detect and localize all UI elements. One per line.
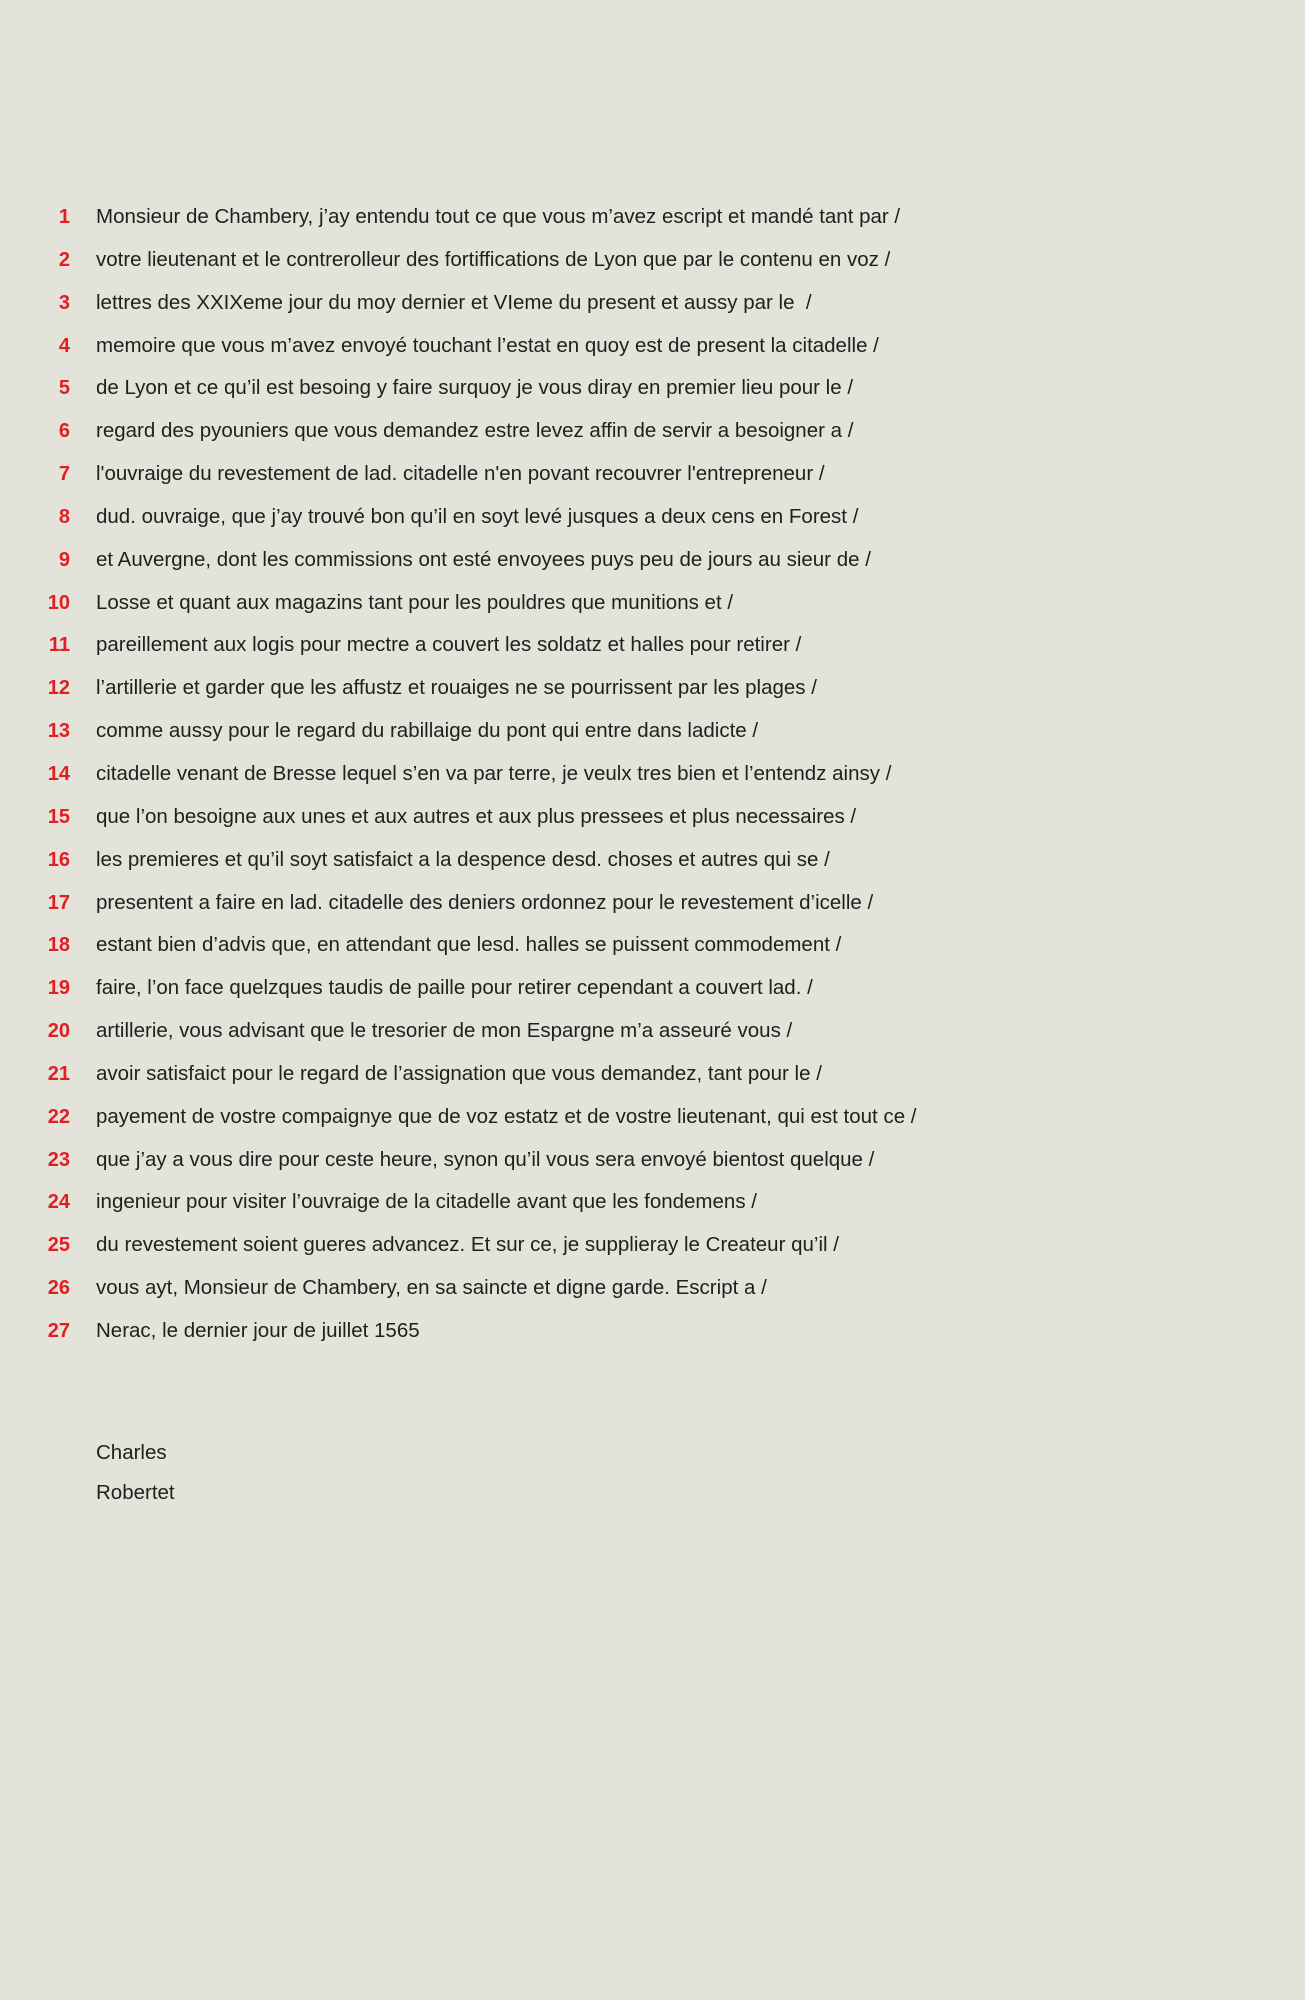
line-number: 23 xyxy=(47,1148,70,1171)
line-number: 14 xyxy=(47,762,70,785)
transcription-line xyxy=(0,967,917,1010)
line-text: vous ayt, Monsieur de Chambery, en sa saincte et digne garde. Escript a / xyxy=(96,1276,767,1300)
transcription-line xyxy=(0,624,917,667)
line-text: Monsieur de Chambery, j’ay entendu tout ce que vous m’avez escript et mandé tant par / xyxy=(96,205,901,228)
line-text: l’artillerie et garder que les affustz et rouaiges ne se pourrissent par les plages / xyxy=(96,676,817,700)
line-number: 3 xyxy=(58,291,70,314)
signature-block xyxy=(96,1433,917,1513)
line-number: 4 xyxy=(58,334,70,357)
line-number: 20 xyxy=(47,1020,70,1043)
transcription-line xyxy=(0,839,917,882)
signature-name: Charles xyxy=(96,1440,167,1464)
line-text: votre lieutenant et le contrerolleur des fortiffications de Lyon que par le contenu en voz / xyxy=(96,247,891,271)
transcription-line xyxy=(0,753,917,796)
transcription-line xyxy=(0,882,917,925)
line-text: regard des pyouniers que vous demandez estre levez affin de servir a besoigner a / xyxy=(96,419,854,443)
line-number: 11 xyxy=(48,634,70,657)
line-number: 15 xyxy=(47,805,70,828)
line-number: 12 xyxy=(47,677,70,700)
line-text: avoir satisfaict pour le regard de l’assignation que vous demandez, tant pour le / xyxy=(96,1061,822,1085)
line-text: comme aussy pour le regard du rabillaige du pont qui entre dans ladicte / xyxy=(96,719,759,743)
line-number: 18 xyxy=(47,934,70,957)
line-text: et Auvergne, dont les commissions ont esté envoyees puys peu de jours au sieur de / xyxy=(96,547,871,571)
line-number: 19 xyxy=(47,977,70,1000)
signature-secretary: Robertet xyxy=(96,1480,175,1504)
line-number: 26 xyxy=(47,1277,70,1300)
line-text: citadelle venant de Bresse lequel s’en va par terre, je veulx tres bien et l’entendz ainsy / xyxy=(96,761,892,785)
line-text: que l’on besoigne aux unes et aux autres et aux plus pressees et plus necessaires / xyxy=(96,804,857,828)
line-number: 10 xyxy=(47,591,70,614)
transcription-line xyxy=(0,1224,917,1267)
line-number: 9 xyxy=(58,548,70,571)
line-number: 6 xyxy=(58,420,70,443)
line-text: du revestement soient gueres advancez. Et sur ce, je supplieray le Createur qu’il / xyxy=(96,1233,839,1257)
line-text: l'ouvraige du revestement de lad. citadelle n'en povant recouvrer l'entrepreneur / xyxy=(96,462,825,486)
line-text: ingenieur pour visiter l’ouvraige de la citadelle avant que les fondemens / xyxy=(96,1190,757,1214)
letter-body xyxy=(0,196,917,1513)
transcription-line xyxy=(0,539,917,582)
transcription-line xyxy=(0,667,917,710)
line-number: 13 xyxy=(47,720,70,743)
line-text: Nerac, le dernier jour de juillet 1565 xyxy=(96,1318,420,1342)
transcription-line xyxy=(0,1267,917,1310)
line-number: 27 xyxy=(47,1319,70,1342)
transcription-line xyxy=(0,453,917,496)
line-text: memoire que vous m’avez envoyé touchant l’estat en quoy est de present la citadelle / xyxy=(96,333,879,357)
line-text: de Lyon et ce qu’il est besoing y faire surquoy je vous diray en premier lieu pour le / xyxy=(96,376,854,400)
line-number: 1 xyxy=(58,206,70,228)
transcription-line xyxy=(0,582,917,625)
line-number: 21 xyxy=(47,1062,70,1085)
line-number: 16 xyxy=(47,848,70,871)
transcription-line xyxy=(0,367,917,410)
line-text: artillerie, vous advisant que le tresorier de mon Espargne m’a asseuré vous / xyxy=(96,1019,793,1043)
line-number: 22 xyxy=(47,1105,70,1128)
line-number: 2 xyxy=(58,248,70,271)
line-number: 7 xyxy=(58,463,70,486)
line-text: Losse et quant aux magazins tant pour les pouldres que munitions et / xyxy=(96,590,734,614)
transcription-line xyxy=(0,282,917,325)
line-text: pareillement aux logis pour mectre a couvert les soldatz et halles pour retirer / xyxy=(96,633,802,657)
transcription-line xyxy=(0,496,917,539)
line-text: payement de vostre compaignye que de voz estatz et de vostre lieutenant, qui est tout ce / xyxy=(96,1104,917,1128)
transcription-line xyxy=(0,796,917,839)
transcription-line xyxy=(0,924,917,967)
transcription-line xyxy=(0,325,917,368)
line-number: 17 xyxy=(47,891,70,914)
line-text: dud. ouvraige, que j’ay trouvé bon qu’il en soyt levé jusques a deux cens en Forest / xyxy=(96,504,859,528)
line-number: 24 xyxy=(47,1191,70,1214)
transcription-line xyxy=(0,239,917,282)
line-text: les premieres et qu’il soyt satisfaict a la despence desd. choses et autres qui se / xyxy=(96,847,830,871)
line-text: faire, l’on face quelzques taudis de paille pour retirer cependant a couvert lad. / xyxy=(96,976,813,1000)
line-text: estant bien d’advis que, en attendant que lesd. halles se puissent commodement / xyxy=(96,933,842,957)
line-number: 5 xyxy=(58,377,70,400)
transcription-line xyxy=(0,1139,917,1182)
line-text: que j’ay a vous dire pour ceste heure, synon qu’il vous sera envoyé bientost quelque / xyxy=(96,1147,875,1171)
transcription-line xyxy=(0,1310,917,1353)
transcription-line xyxy=(0,1010,917,1053)
transcription-line xyxy=(0,196,917,239)
transcription-line xyxy=(0,1053,917,1096)
line-number: 25 xyxy=(47,1234,70,1257)
line-number: 8 xyxy=(58,505,70,528)
transcription-line xyxy=(0,710,917,753)
line-text: presentent a faire en lad. citadelle des deniers ordonnez pour le revestement d’icelle / xyxy=(96,890,874,914)
transcription-line xyxy=(0,1181,917,1224)
transcription-line xyxy=(0,1096,917,1139)
line-text: lettres des XXIXeme jour du moy dernier et VIeme du present et aussy par le / xyxy=(96,290,812,314)
transcription-line xyxy=(0,410,917,453)
